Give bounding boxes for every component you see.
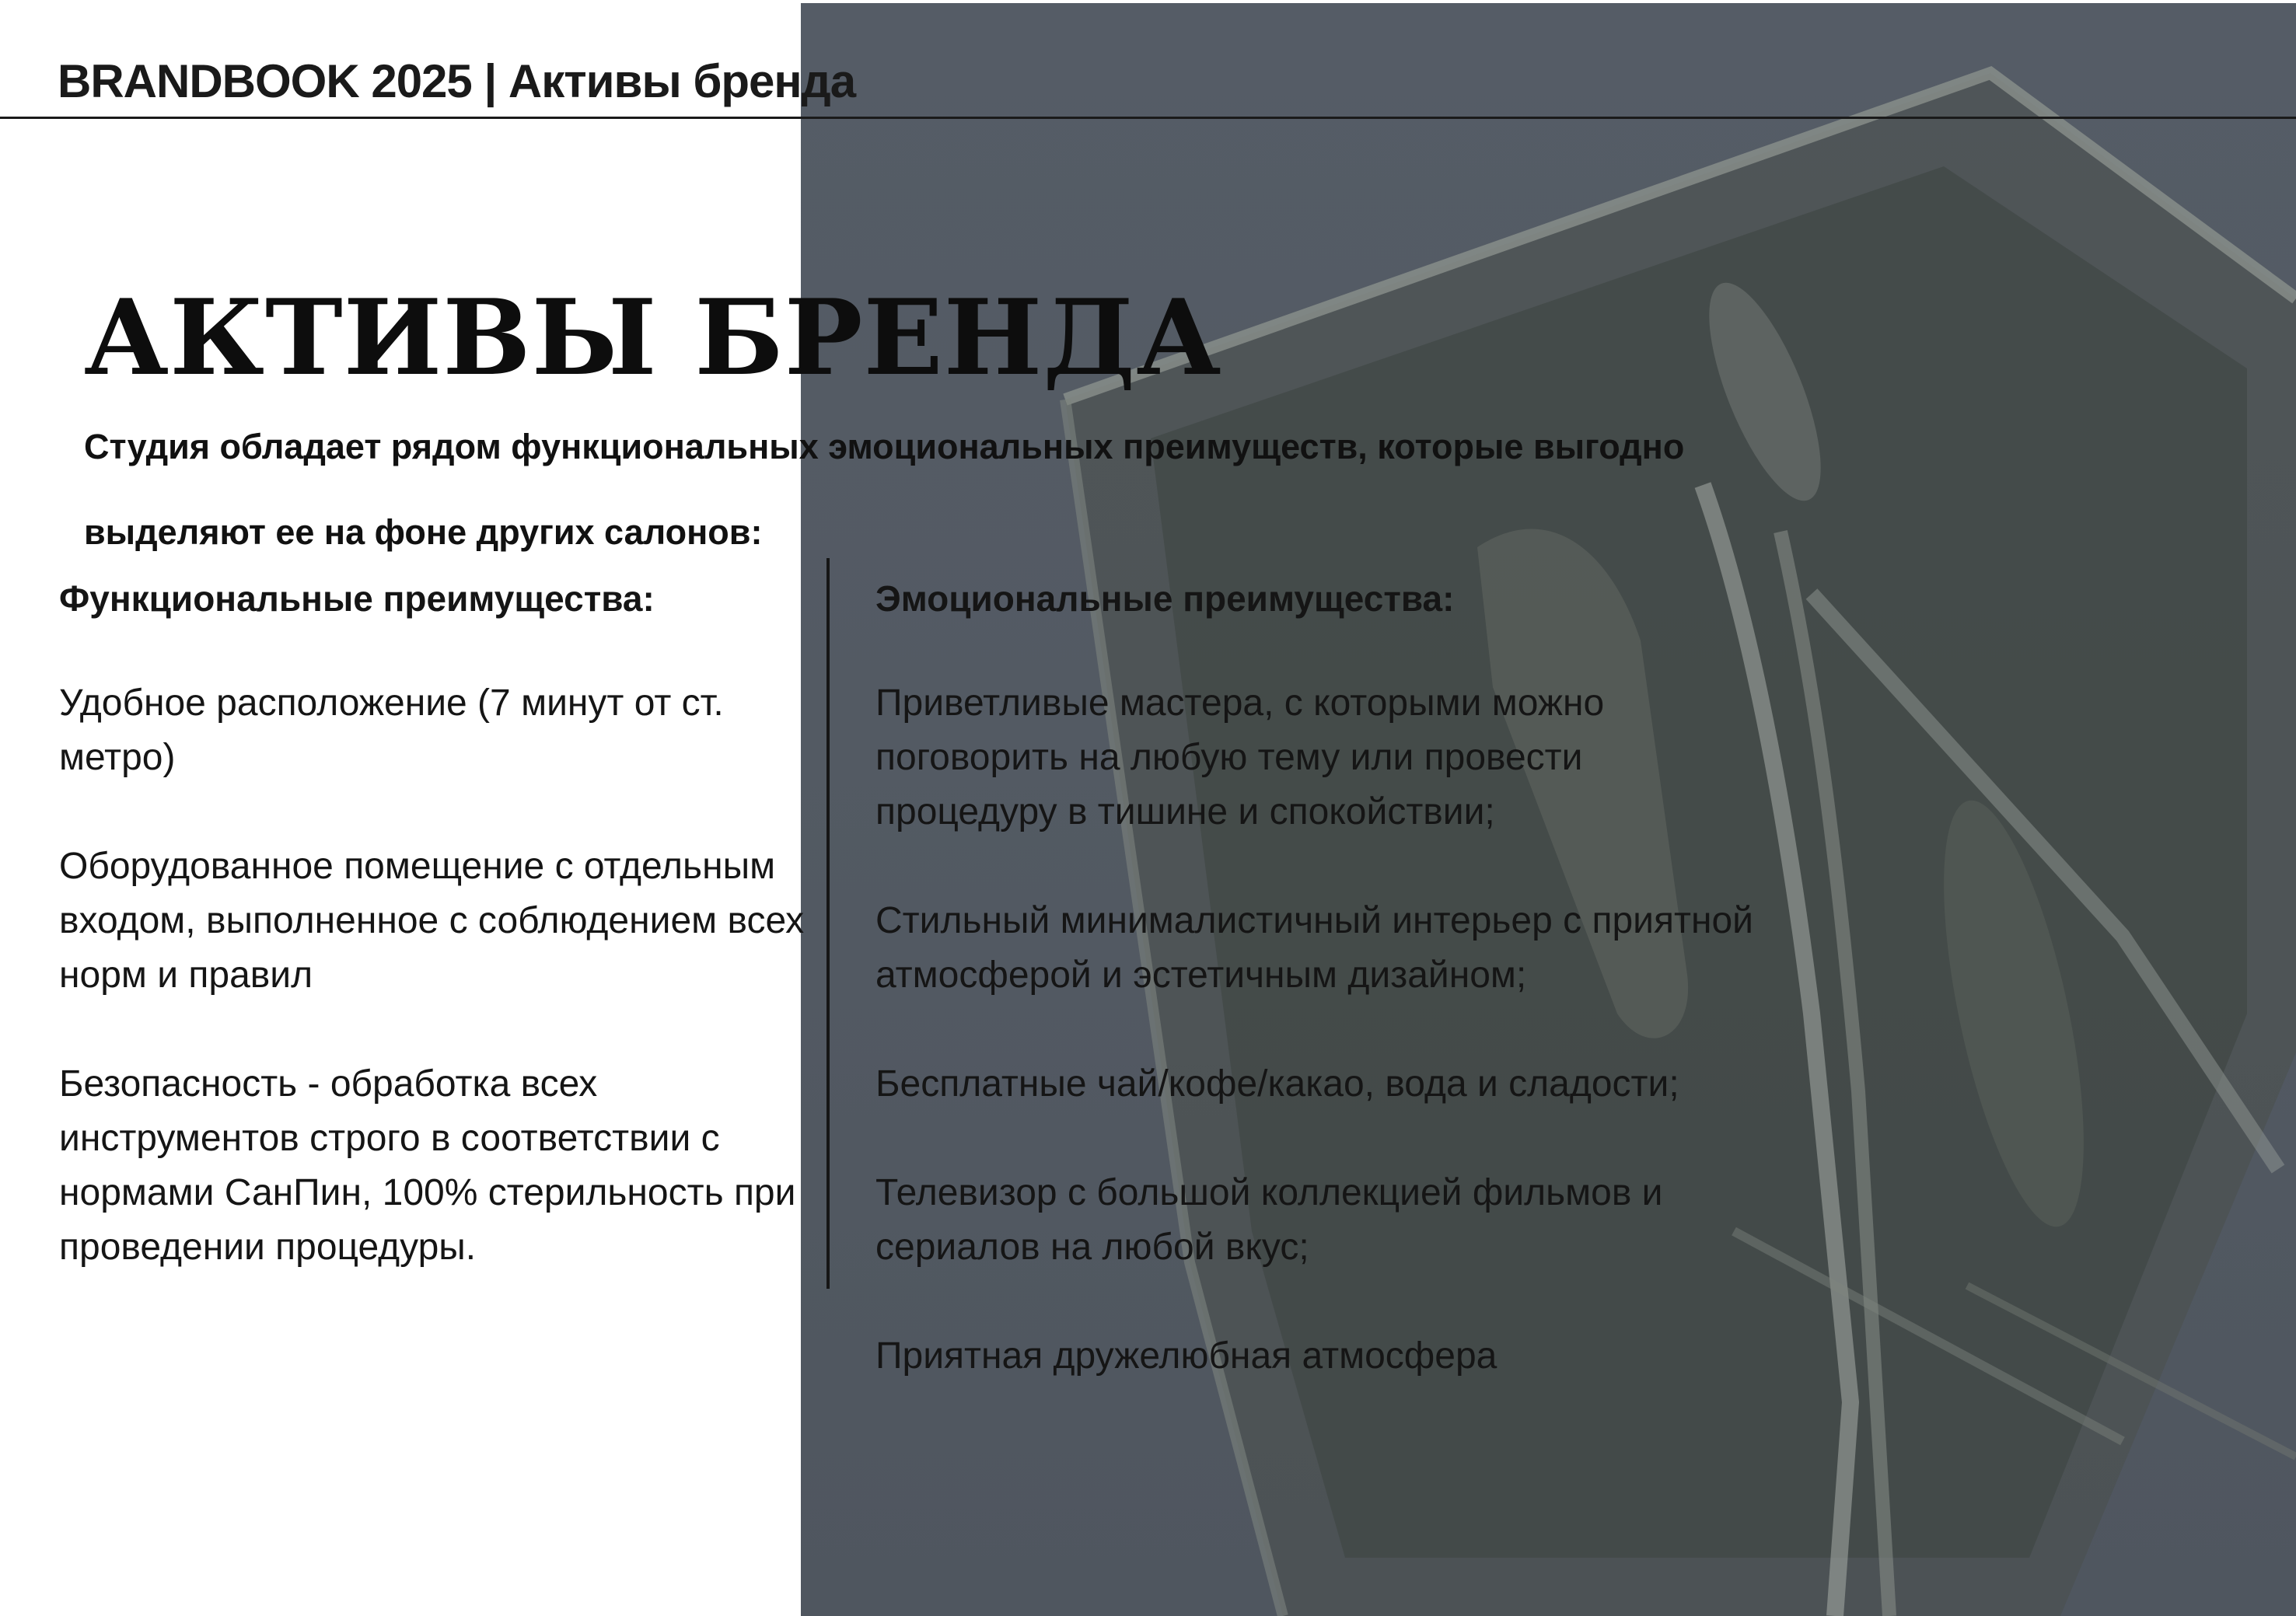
emotional-item: Приятная дружелюбная атмосфера xyxy=(875,1335,1497,1377)
page-title: АКТИВЫ БРЕНДА xyxy=(84,276,1222,399)
emotional-benefits xyxy=(875,575,1964,1438)
emotional-item: Стильный минималистичный интерьер с приятной атмосферой и эстетичным дизайном; xyxy=(875,900,1753,996)
intro-text: Студия обладает рядом функциональных эмоциональных преимуществ, которые выгодно выделяют ее на фоне других салонов: xyxy=(84,427,1685,552)
emotional-item: Бесплатные чай/кофе/какао, вода и сладости; xyxy=(875,1063,1679,1105)
header-divider xyxy=(0,117,2296,119)
header-title: BRANDBOOK 2025 | Активы бренда xyxy=(58,55,856,107)
functional-item: Удобное расположение (7 минут от ст. метро) xyxy=(59,682,724,778)
emotional-item: Телевизор с большой коллекцией фильмов и сериалов на любой вкус; xyxy=(875,1172,1663,1268)
functional-benefits xyxy=(59,575,806,1329)
functional-heading: Функциональные преимущества: xyxy=(59,578,655,619)
emotional-heading: Эмоциональные преимущества: xyxy=(875,578,1455,619)
functional-item: Оборудованное помещение с отдельным входом, выполненное с соблюдением всех норм и правил xyxy=(59,846,805,996)
column-divider xyxy=(826,558,830,1289)
functional-item: Безопасность - обработка всех инструментов строго в соответствии с нормами СанПин, 100% стерильность при проведении процедуры. xyxy=(59,1063,796,1268)
emotional-item: Приветливые мастера, с которыми можно поговорить на любую тему или провести процедуру в тишине и спокойствии; xyxy=(875,682,1605,832)
